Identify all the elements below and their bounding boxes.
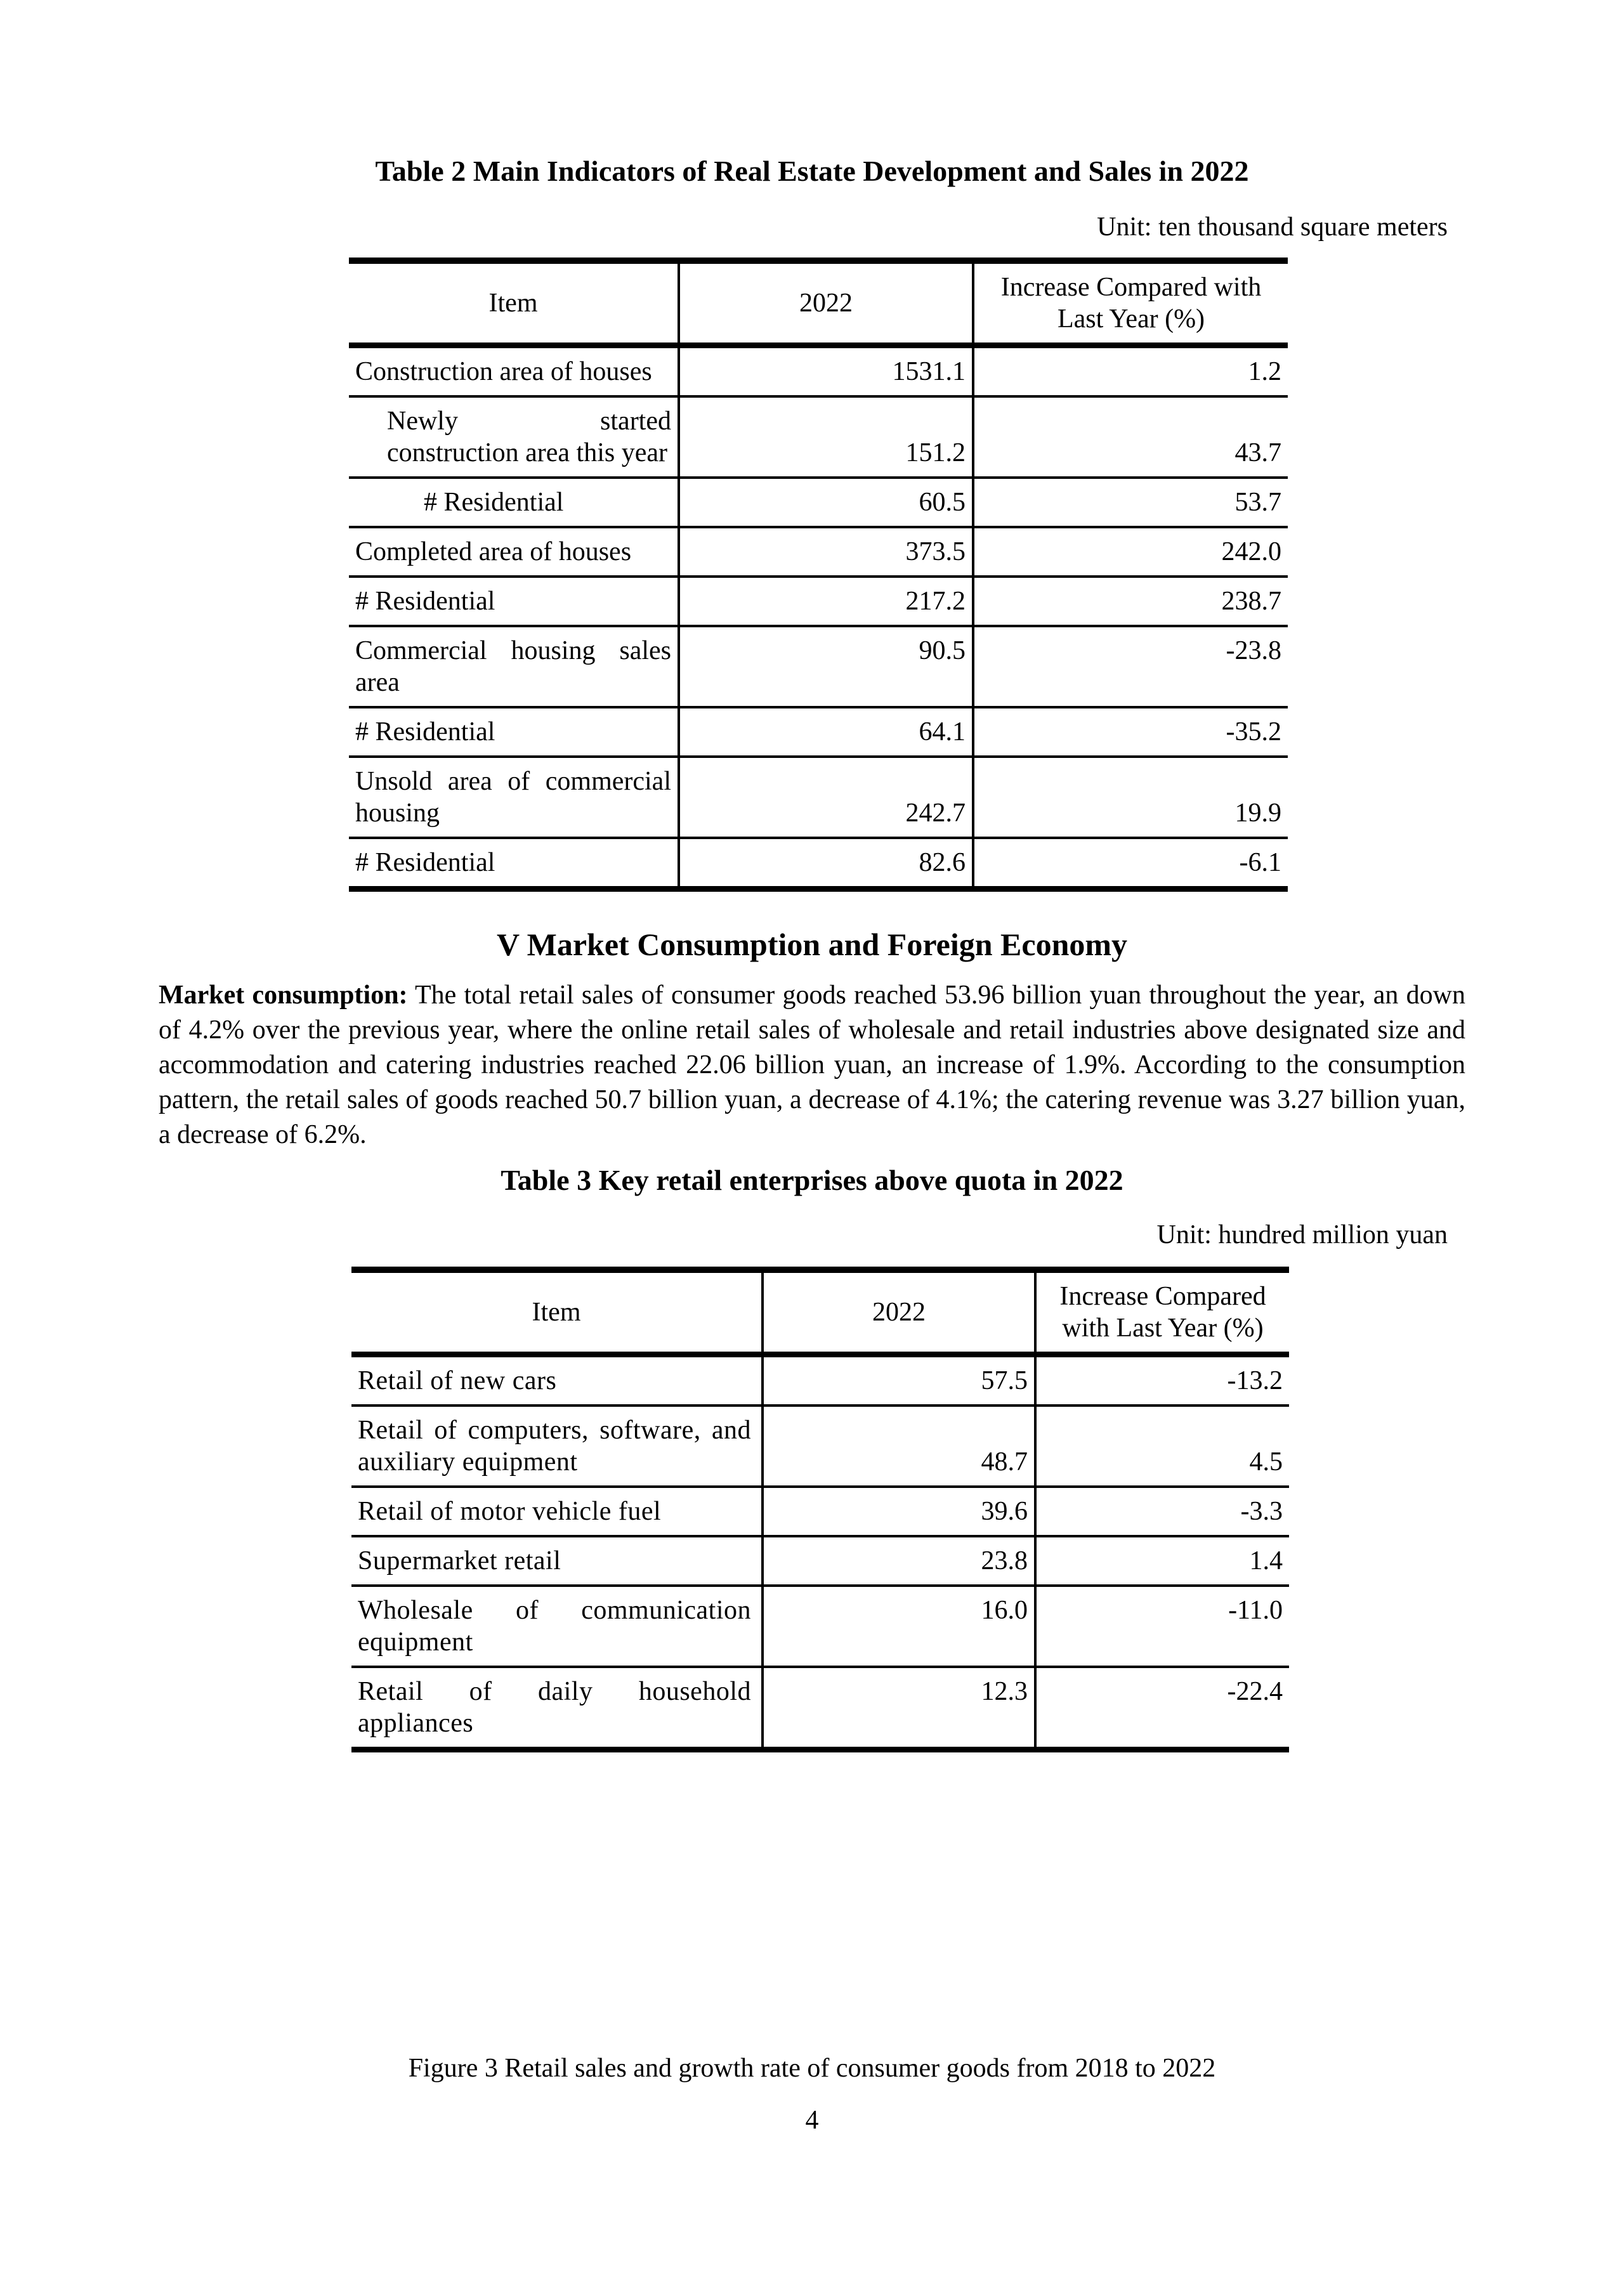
item-cell: Commercial housing sales area [349, 626, 679, 707]
item-cell: # Residential [349, 577, 679, 626]
item-cell: Retail of motor vehicle fuel [351, 1487, 763, 1536]
table-row [351, 1586, 1289, 1667]
market-consumption-paragraph [159, 978, 1465, 1152]
table-row [349, 577, 1288, 626]
value-2022-cell: 57.5 [763, 1355, 1035, 1406]
item-cell: Retail of computers, software, and auxiliary equipment [351, 1406, 763, 1487]
paragraph-bold-label: Market consumption: [159, 981, 408, 1010]
value-2022-cell: 39.6 [763, 1487, 1035, 1536]
change-percent-cell: 1.2 [973, 346, 1288, 397]
table3-title: Table 3 Key retail enterprises above quota in 2022 [501, 1164, 1123, 1196]
change-percent-cell: 242.0 [973, 527, 1288, 577]
item-cell: # Residential [349, 838, 679, 889]
value-2022-cell: 217.2 [679, 577, 973, 626]
table-row [351, 1487, 1289, 1536]
value-2022-cell: 12.3 [763, 1667, 1035, 1750]
value-2022-cell: 16.0 [763, 1586, 1035, 1667]
table2-header-row [349, 261, 1288, 346]
value-2022-cell: 60.5 [679, 478, 973, 527]
table2-header-change: Increase Compared with Last Year (%) [973, 261, 1288, 346]
item-cell: # Residential [349, 478, 679, 527]
table2-header-2022: 2022 [679, 261, 973, 346]
item-cell: Supermarket retail [351, 1536, 763, 1586]
change-percent-cell: -35.2 [973, 707, 1288, 757]
table-row [351, 1536, 1289, 1586]
table3-body [351, 1355, 1289, 1750]
change-percent-cell: 238.7 [973, 577, 1288, 626]
page-number: 4 [805, 2106, 819, 2135]
value-2022-cell: 242.7 [679, 757, 973, 838]
table3-header-change: Increase Compared with Last Year (%) [1035, 1270, 1289, 1355]
item-cell: Unsold area of commercial housing [349, 757, 679, 838]
section-heading: V Market Consumption and Foreign Economy [496, 927, 1128, 962]
change-percent-cell: 4.5 [1035, 1406, 1289, 1487]
item-cell: Retail of daily household appliances [351, 1667, 763, 1750]
paragraph-text: The total retail sales of consumer goods reached 53.96 billion yuan throughout the year, an down of 4.2% over the previous year, where the online retail sales of wholesale and retail industries above designated size and accommodation and catering industries reached 22.06 billion yuan, an increase of 1.9%. According to the consumption pattern, the retail sales of goods reached 50.7 billion yuan, a decrease of 4.1%; the catering revenue was 3.27 billion yuan, a decrease of 6.2%. [159, 981, 1465, 1149]
table-row [349, 838, 1288, 889]
value-2022-cell: 373.5 [679, 527, 973, 577]
figure3-caption: Figure 3 Retail sales and growth rate of consumer goods from 2018 to 2022 [408, 2054, 1216, 2083]
table-row [351, 1667, 1289, 1750]
change-percent-cell: -23.8 [973, 626, 1288, 707]
item-cell: Completed area of houses [349, 527, 679, 577]
change-percent-cell: 19.9 [973, 757, 1288, 838]
value-2022-cell: 151.2 [679, 396, 973, 478]
table3-header-row [351, 1270, 1289, 1355]
value-2022-cell: 1531.1 [679, 346, 973, 397]
table-row [351, 1406, 1289, 1487]
table3-key-retail-enterprises [351, 1267, 1289, 1752]
table3-header-item: Item [351, 1270, 763, 1355]
change-percent-cell: -22.4 [1035, 1667, 1289, 1750]
table2-unit-note: Unit: ten thousand square meters [1097, 212, 1448, 242]
table-row [349, 478, 1288, 527]
value-2022-cell: 64.1 [679, 707, 973, 757]
table-row [349, 396, 1288, 478]
table-row [349, 626, 1288, 707]
value-2022-cell: 23.8 [763, 1536, 1035, 1586]
item-cell: Retail of new cars [351, 1355, 763, 1406]
change-percent-cell: 1.4 [1035, 1536, 1289, 1586]
table2-title: Table 2 Main Indicators of Real Estate Development and Sales in 2022 [375, 155, 1249, 187]
table-row [349, 346, 1288, 397]
table2-header-item: Item [349, 261, 679, 346]
change-percent-cell: -3.3 [1035, 1487, 1289, 1536]
table3-unit-note: Unit: hundred million yuan [1156, 1220, 1448, 1249]
table-row [351, 1355, 1289, 1406]
item-cell: Construction area of houses [349, 346, 679, 397]
table2-real-estate-indicators [349, 258, 1288, 892]
item-cell: Wholesale of communication equipment [351, 1586, 763, 1667]
table-row [349, 707, 1288, 757]
table3-header [351, 1270, 1289, 1355]
table2-header [349, 261, 1288, 346]
change-percent-cell: -13.2 [1035, 1355, 1289, 1406]
item-cell: # Residential [349, 707, 679, 757]
value-2022-cell: 90.5 [679, 626, 973, 707]
item-cell: Newly started construction area this year [349, 396, 679, 478]
change-percent-cell: -6.1 [973, 838, 1288, 889]
value-2022-cell: 82.6 [679, 838, 973, 889]
table-row [349, 527, 1288, 577]
table2-body [349, 346, 1288, 889]
change-percent-cell: 53.7 [973, 478, 1288, 527]
value-2022-cell: 48.7 [763, 1406, 1035, 1487]
table-row [349, 757, 1288, 838]
change-percent-cell: 43.7 [973, 396, 1288, 478]
table3-header-2022: 2022 [763, 1270, 1035, 1355]
change-percent-cell: -11.0 [1035, 1586, 1289, 1667]
